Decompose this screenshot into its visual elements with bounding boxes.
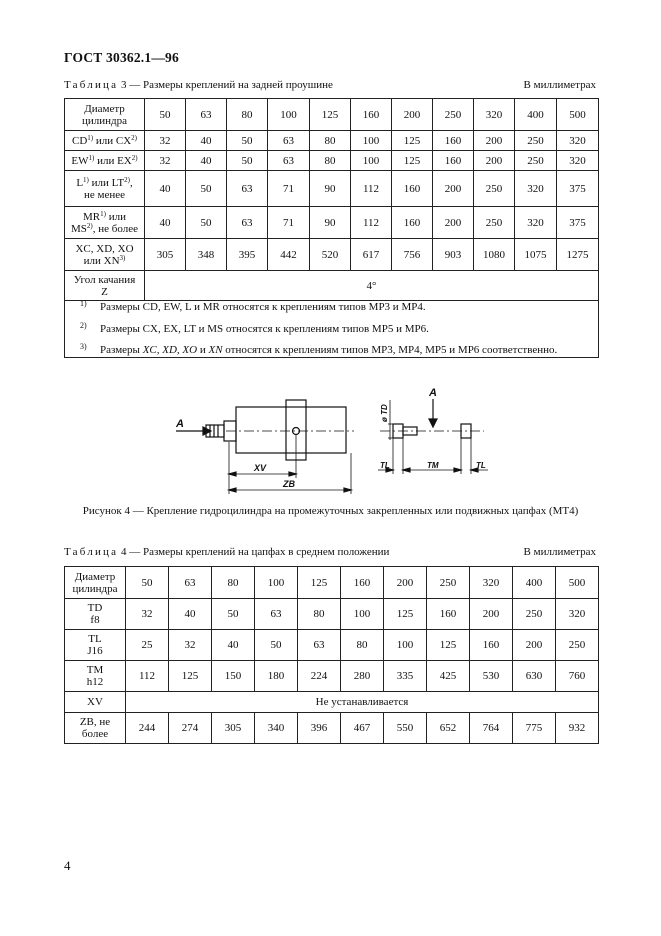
value-cell: 305 xyxy=(145,239,186,271)
value-cell: 160 xyxy=(427,599,470,630)
value-cell: 32 xyxy=(145,151,186,171)
value-cell: 320 xyxy=(515,207,557,239)
label-tl-right: TL xyxy=(476,461,486,470)
value-cell: 305 xyxy=(212,713,255,744)
table4-row-tm xyxy=(65,661,599,692)
value-cell: 1275 xyxy=(557,239,599,271)
value-cell: 50 xyxy=(255,630,298,661)
value-cell: 200 xyxy=(513,630,556,661)
value-cell: 100 xyxy=(341,599,384,630)
table4-units: В миллиметрах xyxy=(523,546,596,558)
table3-header-row xyxy=(65,99,599,131)
value-cell: 100 xyxy=(384,630,427,661)
value-cell: 520 xyxy=(310,239,351,271)
table3-caption xyxy=(64,79,333,91)
document-header: ГОСТ 30362.1—96 xyxy=(64,50,179,65)
footnote-3: 3) Размеры XC, XD, XO и XN относятся к креплениям типов MP3, MP4, MP5 и MP6 соответственно. xyxy=(80,342,558,356)
figure4-drawing xyxy=(0,370,661,505)
page-number: 4 xyxy=(64,858,71,873)
value-cell: 71 xyxy=(268,171,310,207)
value-cell: 224 xyxy=(298,661,341,692)
value-cell: 40 xyxy=(145,207,186,239)
label-a-left: A xyxy=(176,418,184,430)
table3-row-cd xyxy=(65,131,599,151)
table4-row-xv xyxy=(65,692,599,713)
value-cell: 250 xyxy=(515,151,557,171)
row-label: EW$^{1)}$ или EX$^{2)}$ xyxy=(65,151,145,171)
value-cell: 50 xyxy=(186,207,227,239)
diam-cell: 80 xyxy=(227,99,268,131)
value-cell: 200 xyxy=(433,171,474,207)
row-label: XV xyxy=(65,692,126,713)
diam-cell: 250 xyxy=(433,99,474,131)
value-cell: 90 xyxy=(310,207,351,239)
table4 xyxy=(64,566,599,744)
value-cell: 180 xyxy=(255,661,298,692)
value-cell: 467 xyxy=(341,713,384,744)
value-cell: 90 xyxy=(310,171,351,207)
row-label: MR$^{1)}$ или MS$^{2)}$, не более xyxy=(65,207,145,239)
value-cell: 63 xyxy=(227,171,268,207)
diam-label-line2: цилиндра xyxy=(81,114,127,127)
value-cell: 617 xyxy=(351,239,392,271)
value-cell: 760 xyxy=(556,661,599,692)
value-cell: 100 xyxy=(351,131,392,151)
value-cell: 425 xyxy=(427,661,470,692)
label-xv: XV xyxy=(254,463,267,473)
diam-cell: 320 xyxy=(470,567,513,599)
value-cell: 80 xyxy=(341,630,384,661)
row-label: TD f8 xyxy=(65,599,126,630)
value-cell: 160 xyxy=(392,171,433,207)
table3-number: 3 xyxy=(120,79,127,91)
table4-number: 4 xyxy=(120,546,127,558)
row-label: CD$^{1)}$ или CX$^{2)}$ xyxy=(65,131,145,151)
value-cell: 340 xyxy=(255,713,298,744)
value-cell: 200 xyxy=(470,599,513,630)
table3-units: В миллиметрах xyxy=(523,79,596,91)
value-cell: 80 xyxy=(310,131,351,151)
table3-row-ew xyxy=(65,151,599,171)
diam-cell: 63 xyxy=(169,567,212,599)
value-cell: 396 xyxy=(298,713,341,744)
table4-label: Таблица xyxy=(64,546,119,558)
value-cell: 442 xyxy=(268,239,310,271)
value-cell: 250 xyxy=(515,131,557,151)
diam-cell: 100 xyxy=(255,567,298,599)
value-cell: 150 xyxy=(212,661,255,692)
diam-cell: 50 xyxy=(126,567,169,599)
footnote-2: 2) Размеры CX, EX, LT и MS относятся к креплениям типов MP5 и MP6. xyxy=(80,321,429,335)
value-cell: 160 xyxy=(470,630,513,661)
table3 xyxy=(64,98,599,301)
diam-cell: 125 xyxy=(298,567,341,599)
diam-cell: 160 xyxy=(341,567,384,599)
row-label: XC, XD, XO или XN$^{3)}$ xyxy=(65,239,145,271)
diam-cell: 320 xyxy=(474,99,515,131)
value-cell: 125 xyxy=(392,151,433,171)
table4-header-row xyxy=(65,567,599,599)
value-cell: 50 xyxy=(186,171,227,207)
row-label: $L^{1)}$ или LT$^{2)}$, не менее xyxy=(65,171,145,207)
table4-row-td xyxy=(65,599,599,630)
table3-title: — Размеры креплений на задней проушине xyxy=(129,79,333,91)
figure4-caption: Рисунок 4 — Крепление гидроцилиндра на промежуточных закрепленных или подвижных цапфах (МТ4) xyxy=(82,505,579,517)
value-cell: 50 xyxy=(212,599,255,630)
table3-row-mr xyxy=(65,207,599,239)
value-cell: 250 xyxy=(474,207,515,239)
cylinder-body xyxy=(236,407,346,453)
value-cell: 160 xyxy=(392,207,433,239)
value-cell: 80 xyxy=(310,151,351,171)
value-cell: 335 xyxy=(384,661,427,692)
value-cell: 160 xyxy=(433,151,474,171)
value-cell: 112 xyxy=(351,171,392,207)
value-cell: 112 xyxy=(351,207,392,239)
value-cell: 250 xyxy=(474,171,515,207)
label-tm: TM xyxy=(427,461,439,470)
value-cell: 50 xyxy=(227,151,268,171)
value-cell: 32 xyxy=(126,599,169,630)
value-cell: 125 xyxy=(169,661,212,692)
value-cell: 280 xyxy=(341,661,384,692)
value-cell: 932 xyxy=(556,713,599,744)
value-cell: 630 xyxy=(513,661,556,692)
value-cell: 395 xyxy=(227,239,268,271)
value-cell: 903 xyxy=(433,239,474,271)
diam-cell: 160 xyxy=(351,99,392,131)
value-cell: 40 xyxy=(145,171,186,207)
diam-cell: 100 xyxy=(268,99,310,131)
diam-cell: 200 xyxy=(384,567,427,599)
diam-cell: 250 xyxy=(427,567,470,599)
value-cell: 40 xyxy=(169,599,212,630)
value-cell: 320 xyxy=(556,599,599,630)
value-cell: 40 xyxy=(186,151,227,171)
value-cell: 80 xyxy=(298,599,341,630)
diam-cell: 500 xyxy=(557,99,599,131)
diam-cell: 200 xyxy=(392,99,433,131)
value-cell: 244 xyxy=(126,713,169,744)
table4-title: — Размеры креплений на цапфах в среднем положении xyxy=(129,546,390,558)
diam-cell: 80 xyxy=(212,567,255,599)
xv-value: Не устанавливается xyxy=(126,692,599,713)
value-cell: 200 xyxy=(474,151,515,171)
value-cell: 375 xyxy=(557,207,599,239)
row-label: TL J16 xyxy=(65,630,126,661)
table3-row-xc xyxy=(65,239,599,271)
value-cell: 550 xyxy=(384,713,427,744)
table3-row-l xyxy=(65,171,599,207)
angle-value: 4° xyxy=(145,271,599,301)
label-zb: ZB xyxy=(283,479,295,489)
value-cell: 250 xyxy=(556,630,599,661)
value-cell: 764 xyxy=(470,713,513,744)
value-cell: 200 xyxy=(474,131,515,151)
table3-label: Таблица xyxy=(64,79,119,91)
value-cell: 63 xyxy=(268,151,310,171)
table4-caption xyxy=(64,546,389,558)
value-cell: 250 xyxy=(513,599,556,630)
table4-diam-label: Диаметр цилиндра xyxy=(65,567,126,599)
diam-cell: 400 xyxy=(513,567,556,599)
diam-cell: 50 xyxy=(145,99,186,131)
value-cell: 375 xyxy=(557,171,599,207)
value-cell: 32 xyxy=(145,131,186,151)
value-cell: 100 xyxy=(351,151,392,171)
value-cell: 40 xyxy=(212,630,255,661)
value-cell: 50 xyxy=(227,131,268,151)
value-cell: 63 xyxy=(268,131,310,151)
table4-row-zb xyxy=(65,713,599,744)
table3-diam-label xyxy=(65,99,145,131)
value-cell: 112 xyxy=(126,661,169,692)
value-cell: 71 xyxy=(268,207,310,239)
row-label: Угол качания Z xyxy=(65,271,145,301)
diam-cell: 125 xyxy=(310,99,351,131)
diam-cell: 400 xyxy=(515,99,557,131)
label-a-right: A xyxy=(429,387,437,399)
value-cell: 63 xyxy=(255,599,298,630)
value-cell: 32 xyxy=(169,630,212,661)
value-cell: 63 xyxy=(227,207,268,239)
row-label: TM h12 xyxy=(65,661,126,692)
value-cell: 274 xyxy=(169,713,212,744)
value-cell: 25 xyxy=(126,630,169,661)
value-cell: 200 xyxy=(433,207,474,239)
value-cell: 320 xyxy=(515,171,557,207)
footnote-1: 1) Размеры CD, EW, L и MR относятся к креплениям типов MP3 и MP4. xyxy=(80,299,426,313)
table4-row-tl xyxy=(65,630,599,661)
value-cell: 530 xyxy=(470,661,513,692)
diam-label-line1: Диаметр xyxy=(84,102,125,115)
value-cell: 775 xyxy=(513,713,556,744)
value-cell: 652 xyxy=(427,713,470,744)
value-cell: 320 xyxy=(557,131,599,151)
value-cell: 40 xyxy=(186,131,227,151)
value-cell: 348 xyxy=(186,239,227,271)
value-cell: 63 xyxy=(298,630,341,661)
value-cell: 125 xyxy=(427,630,470,661)
value-cell: 320 xyxy=(557,151,599,171)
diam-cell: 500 xyxy=(556,567,599,599)
diam-cell: 63 xyxy=(186,99,227,131)
row-label: ZB, не более xyxy=(65,713,126,744)
label-tl-left: TL xyxy=(380,461,390,470)
label-td: ø TD xyxy=(380,404,389,422)
value-cell: 125 xyxy=(384,599,427,630)
value-cell: 125 xyxy=(392,131,433,151)
value-cell: 1080 xyxy=(474,239,515,271)
value-cell: 160 xyxy=(433,131,474,151)
value-cell: 1075 xyxy=(515,239,557,271)
value-cell: 756 xyxy=(392,239,433,271)
